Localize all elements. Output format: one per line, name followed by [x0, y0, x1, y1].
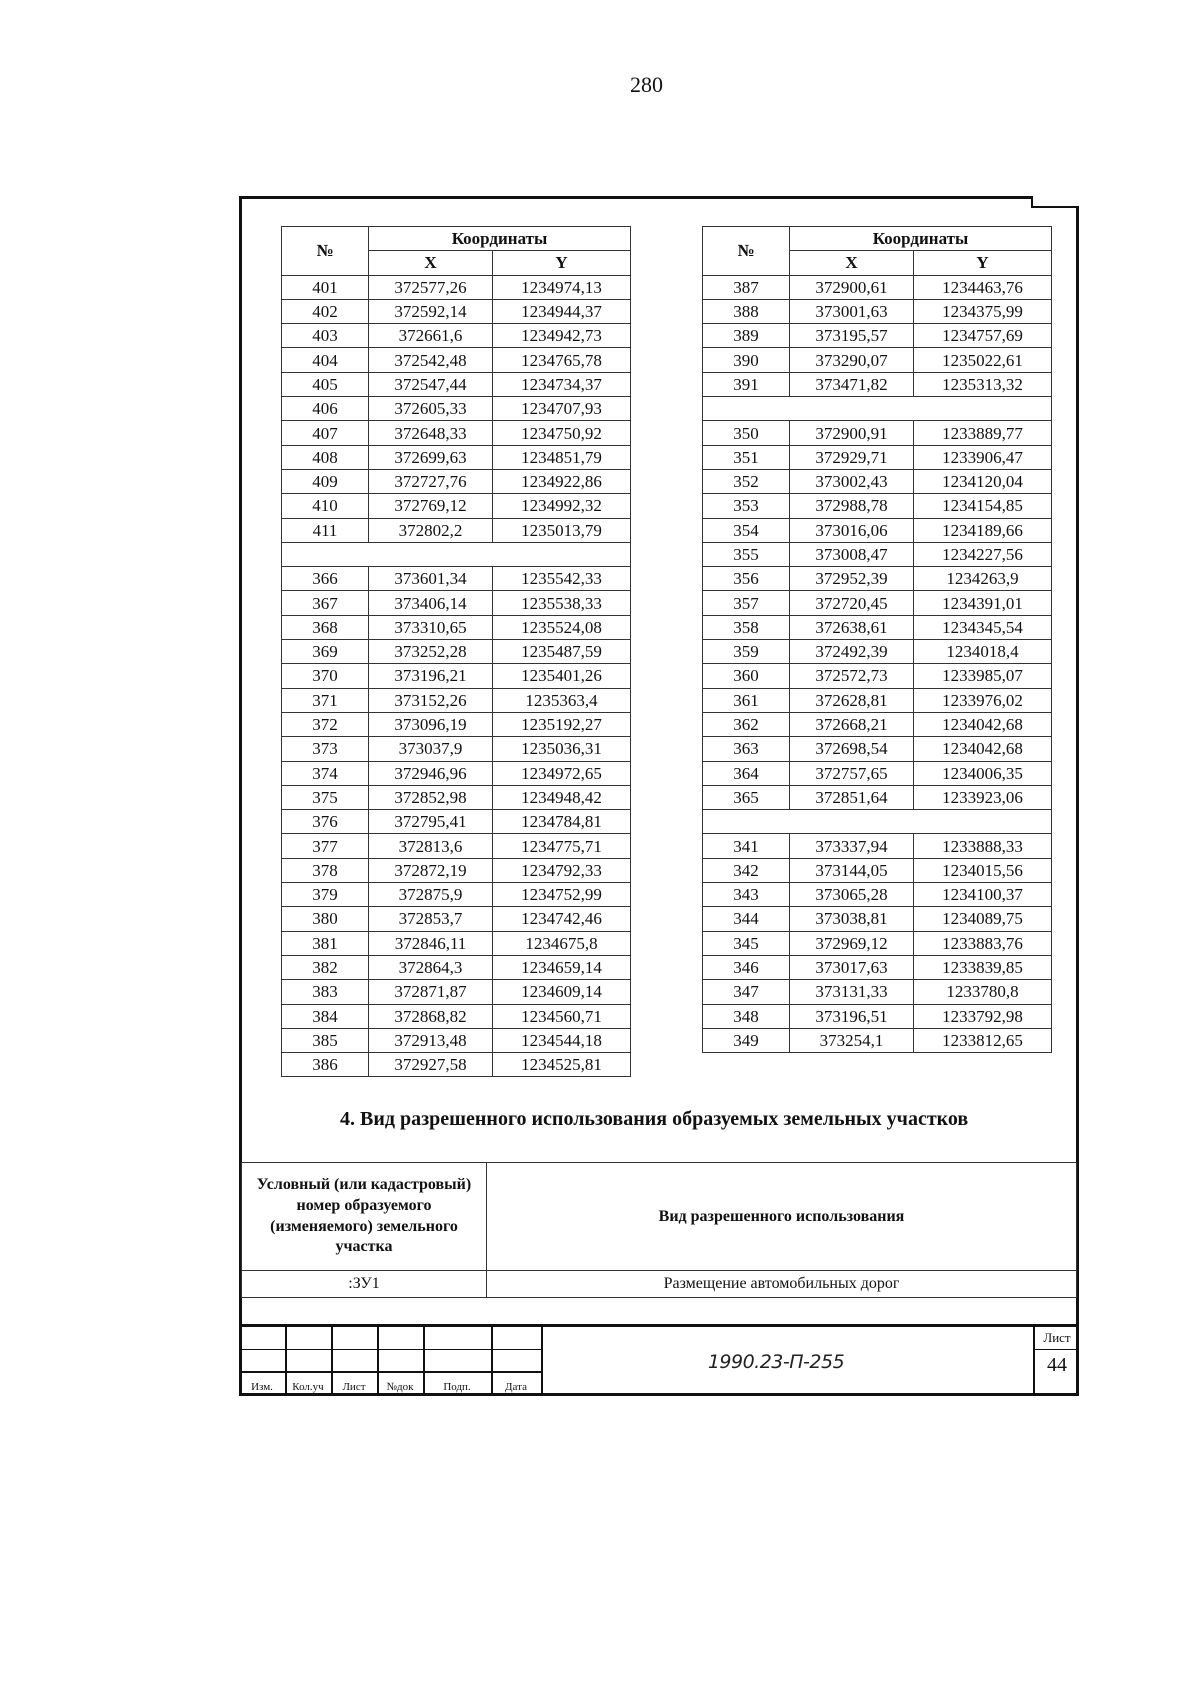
point-number-cell: 389 [703, 324, 790, 348]
point-number-cell: 347 [703, 980, 790, 1004]
point-number-cell: 382 [282, 955, 369, 979]
table-row [282, 445, 631, 469]
x-coordinate-cell: 373406,14 [369, 591, 493, 615]
table-row [703, 494, 1052, 518]
x-coordinate-cell: 372577,26 [369, 275, 493, 299]
table-row [703, 761, 1052, 785]
y-coordinate-cell: 1234189,66 [914, 518, 1052, 542]
y-coordinate-cell: 1234775,71 [493, 834, 631, 858]
point-number-cell: 358 [703, 615, 790, 639]
point-number-cell: 346 [703, 955, 790, 979]
x-coordinate-cell: 372542,48 [369, 348, 493, 372]
point-number-cell: 343 [703, 883, 790, 907]
point-number-cell: 391 [703, 372, 790, 396]
table-row [703, 421, 1052, 445]
table-gap-row [703, 810, 1052, 834]
x-coordinate-cell: 372929,71 [790, 445, 914, 469]
point-number-cell: 388 [703, 299, 790, 323]
table-gap-row [703, 397, 1052, 421]
x-coordinate-cell: 372864,3 [369, 955, 493, 979]
point-number-cell: 368 [282, 615, 369, 639]
point-number-cell: 345 [703, 931, 790, 955]
point-number-cell: 377 [282, 834, 369, 858]
table-row [703, 469, 1052, 493]
point-number-cell: 406 [282, 397, 369, 421]
point-number-cell: 386 [282, 1053, 369, 1077]
y-coordinate-cell: 1233888,33 [914, 834, 1052, 858]
gap-cell [282, 542, 631, 566]
y-coordinate-cell: 1233883,76 [914, 931, 1052, 955]
table-row [703, 567, 1052, 591]
frame-corner-tab [1031, 196, 1079, 208]
table-row [282, 567, 631, 591]
y-coordinate-cell: 1235013,79 [493, 518, 631, 542]
coordinates-table-right [702, 226, 1052, 1053]
sheet-box [1033, 1327, 1079, 1393]
point-number-cell: 374 [282, 761, 369, 785]
x-coordinate-cell: 372846,11 [369, 931, 493, 955]
header-number: № [703, 227, 790, 276]
title-block-stamp [239, 1324, 1079, 1396]
table-row [282, 640, 631, 664]
point-number-cell: 366 [282, 567, 369, 591]
point-number-cell: 390 [703, 348, 790, 372]
table-row [703, 907, 1052, 931]
table-row [703, 542, 1052, 566]
point-number-cell: 387 [703, 275, 790, 299]
point-number-cell: 383 [282, 980, 369, 1004]
x-coordinate-cell: 372913,48 [369, 1028, 493, 1052]
table-row [282, 955, 631, 979]
point-number-cell: 373 [282, 737, 369, 761]
table-row [282, 591, 631, 615]
table-row [282, 518, 631, 542]
permitted-use-table [241, 1162, 1077, 1298]
y-coordinate-cell: 1235542,33 [493, 567, 631, 591]
table-row [282, 737, 631, 761]
x-coordinate-cell: 373017,63 [790, 955, 914, 979]
x-coordinate-cell: 372699,63 [369, 445, 493, 469]
y-coordinate-cell: 1233889,77 [914, 421, 1052, 445]
point-number-cell: 411 [282, 518, 369, 542]
table-gap-row [282, 542, 631, 566]
x-coordinate-cell: 372852,98 [369, 785, 493, 809]
y-coordinate-cell: 1234757,69 [914, 324, 1052, 348]
x-coordinate-cell: 372638,61 [790, 615, 914, 639]
point-number-cell: 352 [703, 469, 790, 493]
x-coordinate-cell: 372698,54 [790, 737, 914, 761]
coordinates-table-left [281, 226, 631, 1077]
y-coordinate-cell: 1234100,37 [914, 883, 1052, 907]
header-x: X [790, 251, 914, 275]
table-row [282, 494, 631, 518]
point-number-cell: 359 [703, 640, 790, 664]
y-coordinate-cell: 1234974,13 [493, 275, 631, 299]
table-row [282, 712, 631, 736]
table-row [703, 955, 1052, 979]
table-row [282, 421, 631, 445]
y-coordinate-cell: 1234525,81 [493, 1053, 631, 1077]
table-row [282, 275, 631, 299]
section-title: 4. Вид разрешенного использования образуемых земельных участков [340, 1108, 969, 1130]
point-number-cell: 351 [703, 445, 790, 469]
table-row [282, 834, 631, 858]
coordinates-body-right [703, 275, 1052, 1053]
y-coordinate-cell: 1234922,86 [493, 469, 631, 493]
table-row [703, 980, 1052, 1004]
x-coordinate-cell: 373001,63 [790, 299, 914, 323]
permitted-use-cell: Размещение автомобильных дорог [487, 1271, 1077, 1298]
x-coordinate-cell: 373152,26 [369, 688, 493, 712]
table-row [282, 810, 631, 834]
point-number-cell: 356 [703, 567, 790, 591]
stamp-rule [239, 1349, 541, 1350]
y-coordinate-cell: 1234015,56 [914, 858, 1052, 882]
y-coordinate-cell: 1234609,14 [493, 980, 631, 1004]
x-coordinate-cell: 372927,58 [369, 1053, 493, 1077]
table-row [282, 1004, 631, 1028]
point-number-cell: 371 [282, 688, 369, 712]
y-coordinate-cell: 1234263,9 [914, 567, 1052, 591]
header-number: № [282, 227, 369, 276]
x-coordinate-cell: 372871,87 [369, 980, 493, 1004]
x-coordinate-cell: 372872,19 [369, 858, 493, 882]
point-number-cell: 381 [282, 931, 369, 955]
y-coordinate-cell: 1234707,93 [493, 397, 631, 421]
x-coordinate-cell: 372813,6 [369, 834, 493, 858]
x-coordinate-cell: 372572,73 [790, 664, 914, 688]
table-row [703, 591, 1052, 615]
table-row [282, 615, 631, 639]
x-coordinate-cell: 372853,7 [369, 907, 493, 931]
point-number-cell: 409 [282, 469, 369, 493]
point-number-cell: 355 [703, 542, 790, 566]
point-number-cell: 372 [282, 712, 369, 736]
point-number-cell: 403 [282, 324, 369, 348]
table-row [703, 931, 1052, 955]
x-coordinate-cell: 372605,33 [369, 397, 493, 421]
header-y: Y [493, 251, 631, 275]
y-coordinate-cell: 1235363,4 [493, 688, 631, 712]
sheet-label: Лист [1035, 1330, 1079, 1350]
header-x: X [369, 251, 493, 275]
x-coordinate-cell: 372492,39 [790, 640, 914, 664]
table-row [703, 640, 1052, 664]
table-row [282, 688, 631, 712]
stamp-label-change: Изм. [251, 1381, 273, 1393]
y-coordinate-cell: 1233839,85 [914, 955, 1052, 979]
point-number-cell: 364 [703, 761, 790, 785]
x-coordinate-cell: 373254,1 [790, 1028, 914, 1052]
stamp-labels [239, 1377, 541, 1393]
x-coordinate-cell: 373196,51 [790, 1004, 914, 1028]
y-coordinate-cell: 1234948,42 [493, 785, 631, 809]
y-coordinate-cell: 1233792,98 [914, 1004, 1052, 1028]
y-coordinate-cell: 1235313,32 [914, 372, 1052, 396]
x-coordinate-cell: 372628,81 [790, 688, 914, 712]
x-coordinate-cell: 372648,33 [369, 421, 493, 445]
x-coordinate-cell: 373131,33 [790, 980, 914, 1004]
table-row [282, 324, 631, 348]
y-coordinate-cell: 1235036,31 [493, 737, 631, 761]
x-coordinate-cell: 372969,12 [790, 931, 914, 955]
table-row [703, 1028, 1052, 1052]
point-number-cell: 402 [282, 299, 369, 323]
gap-cell [703, 810, 1052, 834]
y-coordinate-cell: 1233780,8 [914, 980, 1052, 1004]
y-coordinate-cell: 1235401,26 [493, 664, 631, 688]
point-number-cell: 369 [282, 640, 369, 664]
table-row [703, 324, 1052, 348]
table-row [703, 785, 1052, 809]
point-number-cell: 349 [703, 1028, 790, 1052]
y-coordinate-cell: 1235192,27 [493, 712, 631, 736]
x-coordinate-cell: 372720,45 [790, 591, 914, 615]
y-coordinate-cell: 1234391,01 [914, 591, 1052, 615]
table-row [703, 615, 1052, 639]
x-coordinate-cell: 373601,34 [369, 567, 493, 591]
point-number-cell: 405 [282, 372, 369, 396]
point-number-cell: 342 [703, 858, 790, 882]
table-row [703, 834, 1052, 858]
table-row [703, 737, 1052, 761]
coordinates-body-left [282, 275, 631, 1077]
page-number: 280 [630, 72, 663, 97]
x-coordinate-cell: 372900,91 [790, 421, 914, 445]
table-row [703, 299, 1052, 323]
table-row [282, 469, 631, 493]
x-coordinate-cell: 372946,96 [369, 761, 493, 785]
table-row [703, 858, 1052, 882]
x-coordinate-cell: 373252,28 [369, 640, 493, 664]
table-row [703, 518, 1052, 542]
x-coordinate-cell: 372547,44 [369, 372, 493, 396]
y-coordinate-cell: 1234227,56 [914, 542, 1052, 566]
point-number-cell: 385 [282, 1028, 369, 1052]
document-code: 1990.23-П-255 [707, 1351, 845, 1373]
y-coordinate-cell: 1233985,07 [914, 664, 1052, 688]
x-coordinate-cell: 372868,82 [369, 1004, 493, 1028]
point-number-cell: 375 [282, 785, 369, 809]
table-row [703, 348, 1052, 372]
stamp-label-sheet: Лист [342, 1381, 366, 1393]
point-number-cell: 380 [282, 907, 369, 931]
y-coordinate-cell: 1234042,68 [914, 737, 1052, 761]
table-row [282, 980, 631, 1004]
x-coordinate-cell: 372802,2 [369, 518, 493, 542]
point-number-cell: 370 [282, 664, 369, 688]
x-coordinate-cell: 373337,94 [790, 834, 914, 858]
point-number-cell: 384 [282, 1004, 369, 1028]
x-coordinate-cell: 373310,65 [369, 615, 493, 639]
point-number-cell: 354 [703, 518, 790, 542]
stamp-label-date: Дата [505, 1381, 527, 1393]
plot-number-header: Условный (или кадастровый) номер образуемого (изменяемого) земельного участка [242, 1163, 487, 1271]
table-row [703, 1004, 1052, 1028]
y-coordinate-cell: 1234942,73 [493, 324, 631, 348]
gap-cell [703, 397, 1052, 421]
y-coordinate-cell: 1233976,02 [914, 688, 1052, 712]
permitted-use-header: Вид разрешенного использования [487, 1163, 1077, 1271]
table-row [703, 275, 1052, 299]
table-row [282, 883, 631, 907]
table-row [703, 664, 1052, 688]
point-number-cell: 360 [703, 664, 790, 688]
table-row [282, 397, 631, 421]
x-coordinate-cell: 373065,28 [790, 883, 914, 907]
y-coordinate-cell: 1234734,37 [493, 372, 631, 396]
y-coordinate-cell: 1234042,68 [914, 712, 1052, 736]
y-coordinate-cell: 1234742,46 [493, 907, 631, 931]
table-row [282, 907, 631, 931]
x-coordinate-cell: 373008,47 [790, 542, 914, 566]
table-row [282, 348, 631, 372]
y-coordinate-cell: 1234154,85 [914, 494, 1052, 518]
table-row [282, 299, 631, 323]
x-coordinate-cell: 372851,64 [790, 785, 914, 809]
point-number-cell: 363 [703, 737, 790, 761]
y-coordinate-cell: 1234120,04 [914, 469, 1052, 493]
y-coordinate-cell: 1234018,4 [914, 640, 1052, 664]
header-coordinates: Координаты [790, 227, 1052, 251]
header-coordinates: Координаты [369, 227, 631, 251]
x-coordinate-cell: 373144,05 [790, 858, 914, 882]
table-row [703, 372, 1052, 396]
y-coordinate-cell: 1235487,59 [493, 640, 631, 664]
y-coordinate-cell: 1234089,75 [914, 907, 1052, 931]
x-coordinate-cell: 372988,78 [790, 494, 914, 518]
stamp-label-count: Кол.уч [292, 1381, 324, 1393]
y-coordinate-cell: 1234544,18 [493, 1028, 631, 1052]
table-row [703, 883, 1052, 907]
y-coordinate-cell: 1234851,79 [493, 445, 631, 469]
point-number-cell: 401 [282, 275, 369, 299]
x-coordinate-cell: 373195,57 [790, 324, 914, 348]
x-coordinate-cell: 372661,6 [369, 324, 493, 348]
y-coordinate-cell: 1234765,78 [493, 348, 631, 372]
stamp-label-doc: №док [386, 1381, 414, 1393]
x-coordinate-cell: 373038,81 [790, 907, 914, 931]
point-number-cell: 344 [703, 907, 790, 931]
x-coordinate-cell: 372875,9 [369, 883, 493, 907]
x-coordinate-cell: 372757,65 [790, 761, 914, 785]
x-coordinate-cell: 373290,07 [790, 348, 914, 372]
point-number-cell: 361 [703, 688, 790, 712]
y-coordinate-cell: 1235538,33 [493, 591, 631, 615]
y-coordinate-cell: 1233812,65 [914, 1028, 1052, 1052]
y-coordinate-cell: 1234659,14 [493, 955, 631, 979]
y-coordinate-cell: 1234792,33 [493, 858, 631, 882]
point-number-cell: 365 [703, 785, 790, 809]
point-number-cell: 353 [703, 494, 790, 518]
y-coordinate-cell: 1234006,35 [914, 761, 1052, 785]
point-number-cell: 407 [282, 421, 369, 445]
y-coordinate-cell: 1234463,76 [914, 275, 1052, 299]
x-coordinate-cell: 372769,12 [369, 494, 493, 518]
table-row [282, 931, 631, 955]
table-row [282, 785, 631, 809]
y-coordinate-cell: 1234560,71 [493, 1004, 631, 1028]
x-coordinate-cell: 373471,82 [790, 372, 914, 396]
x-coordinate-cell: 373002,43 [790, 469, 914, 493]
y-coordinate-cell: 1234752,99 [493, 883, 631, 907]
y-coordinate-cell: 1234784,81 [493, 810, 631, 834]
header-y: Y [914, 251, 1052, 275]
x-coordinate-cell: 372668,21 [790, 712, 914, 736]
x-coordinate-cell: 372900,61 [790, 275, 914, 299]
x-coordinate-cell: 372727,76 [369, 469, 493, 493]
point-number-cell: 362 [703, 712, 790, 736]
sheet-number: 44 [1047, 1354, 1067, 1376]
y-coordinate-cell: 1234992,32 [493, 494, 631, 518]
x-coordinate-cell: 372795,41 [369, 810, 493, 834]
stamp-label-signature: Подп. [443, 1381, 471, 1393]
table-row [703, 688, 1052, 712]
y-coordinate-cell: 1234750,92 [493, 421, 631, 445]
point-number-cell: 357 [703, 591, 790, 615]
table-row [282, 1028, 631, 1052]
y-coordinate-cell: 1234345,54 [914, 615, 1052, 639]
point-number-cell: 408 [282, 445, 369, 469]
y-coordinate-cell: 1234375,99 [914, 299, 1052, 323]
point-number-cell: 410 [282, 494, 369, 518]
point-number-cell: 348 [703, 1004, 790, 1028]
point-number-cell: 367 [282, 591, 369, 615]
table-row [282, 372, 631, 396]
x-coordinate-cell: 373016,06 [790, 518, 914, 542]
stamp-rule [239, 1371, 541, 1373]
y-coordinate-cell: 1235524,08 [493, 615, 631, 639]
table-row [282, 664, 631, 688]
y-coordinate-cell: 1234944,37 [493, 299, 631, 323]
point-number-cell: 350 [703, 421, 790, 445]
point-number-cell: 341 [703, 834, 790, 858]
y-coordinate-cell: 1235022,61 [914, 348, 1052, 372]
y-coordinate-cell: 1233906,47 [914, 445, 1052, 469]
plot-number-cell: :ЗУ1 [242, 1271, 487, 1298]
x-coordinate-cell: 373196,21 [369, 664, 493, 688]
point-number-cell: 379 [282, 883, 369, 907]
point-number-cell: 378 [282, 858, 369, 882]
x-coordinate-cell: 373037,9 [369, 737, 493, 761]
table-row [282, 858, 631, 882]
point-number-cell: 376 [282, 810, 369, 834]
x-coordinate-cell: 373096,19 [369, 712, 493, 736]
table-row [703, 712, 1052, 736]
y-coordinate-cell: 1234675,8 [493, 931, 631, 955]
table-row [282, 1053, 631, 1077]
point-number-cell: 404 [282, 348, 369, 372]
x-coordinate-cell: 372952,39 [790, 567, 914, 591]
x-coordinate-cell: 372592,14 [369, 299, 493, 323]
y-coordinate-cell: 1234972,65 [493, 761, 631, 785]
table-row [703, 445, 1052, 469]
y-coordinate-cell: 1233923,06 [914, 785, 1052, 809]
table-row [282, 761, 631, 785]
